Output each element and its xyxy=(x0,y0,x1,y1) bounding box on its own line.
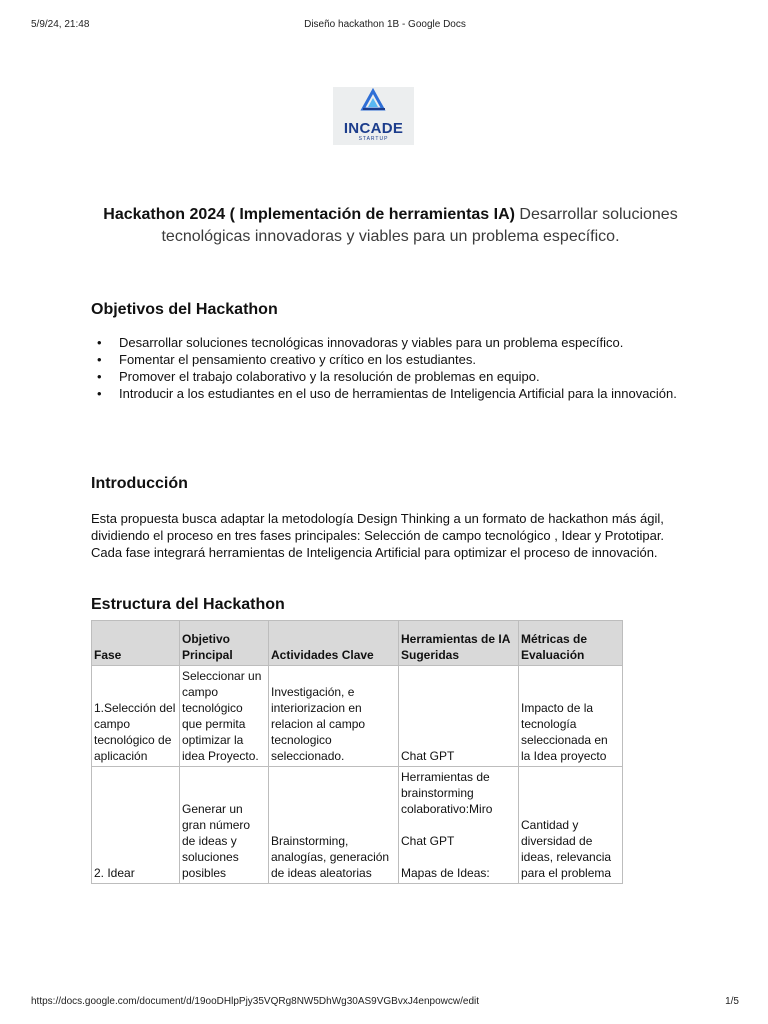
column-header: Fase xyxy=(92,621,180,666)
table-cell: Brainstorming, analogías, generación de ideas aleatorias xyxy=(269,767,399,884)
list-item: • Introducir a los estudiantes en el uso de herramientas de Inteligencia Artificial para la innovación. xyxy=(91,385,681,402)
objetivos-heading: Objetivos del Hackathon xyxy=(91,301,278,318)
list-item: • Fomentar el pensamiento creativo y crítico en los estudiantes. xyxy=(91,351,681,368)
table-cell: Investigación, e interiorizacion en relacion al campo tecnologico seleccionado. xyxy=(269,666,399,767)
column-header: Objetivo Principal xyxy=(180,621,269,666)
title-rest: Desarrollar soluciones tecnológicas innovadoras y viables para un problema específico. xyxy=(161,206,678,245)
table-cell: Impacto de la tecnología seleccionada en la Idea proyecto xyxy=(519,666,623,767)
introduccion-heading: Introducción xyxy=(91,475,188,492)
print-footer xyxy=(31,996,739,1007)
print-datetime: 5/9/24, 21:48 xyxy=(31,19,90,30)
column-header: Métricas de Evaluación xyxy=(519,621,623,666)
column-header: Actividades Clave xyxy=(269,621,399,666)
estructura-table xyxy=(91,620,623,884)
table-cell: Herramientas de brainstorming colaborativo:Miro Chat GPT Mapas de Ideas: xyxy=(399,767,519,884)
table-cell: Cantidad y diversidad de ideas, relevancia para el problema xyxy=(519,767,623,884)
column-header: Herramientas de IA Sugeridas xyxy=(399,621,519,666)
title-bold: Hackathon 2024 ( Implementación de herramientas IA) xyxy=(103,206,515,223)
table-cell: Seleccionar un campo tecnológico que permita optimizar la idea Proyecto. xyxy=(180,666,269,767)
table-cell: Chat GPT xyxy=(399,666,519,767)
table-header-row xyxy=(92,621,623,666)
page-number: 1/5 xyxy=(725,996,739,1007)
print-doc-title: Diseño hackathon 1B - Google Docs xyxy=(304,19,466,30)
logo-wordmark: INCADE xyxy=(343,120,404,137)
list-item: • Desarrollar soluciones tecnológicas innovadoras y viables para un problema específico. xyxy=(91,334,681,351)
objetivos-list xyxy=(91,334,681,402)
list-item: • Promover el trabajo colaborativo y la resolución de problemas en equipo. xyxy=(91,368,681,385)
print-header xyxy=(31,19,739,30)
table-cell: 2. Idear xyxy=(92,767,180,884)
table-cell: Generar un gran número de ideas y soluciones posibles xyxy=(180,767,269,884)
table-cell: 1.Selección del campo tecnológico de aplicación xyxy=(92,666,180,767)
print-url[interactable]: https://docs.google.com/document/d/19ooDHlpPjy35VQRg8NW5DhWg30AS9VGBvxJ4enpowcw/edit xyxy=(31,996,480,1007)
estructura-heading: Estructura del Hackathon xyxy=(91,596,285,613)
incade-logo xyxy=(333,87,414,145)
introduccion-body: Esta propuesta busca adaptar la metodología Design Thinking a un formato de hackathon más ágil, dividiendo el proceso en tres fases principales: Selección de campo tecnológico , Idear y Prototipar. Cada fase integrará herramientas de Inteligencia Artificial para optimizar el proceso de innovación. xyxy=(91,511,665,560)
table-row xyxy=(92,666,623,767)
logo-tagline: STARTUP xyxy=(358,136,389,142)
table-row xyxy=(92,767,623,884)
document-title xyxy=(88,204,693,248)
